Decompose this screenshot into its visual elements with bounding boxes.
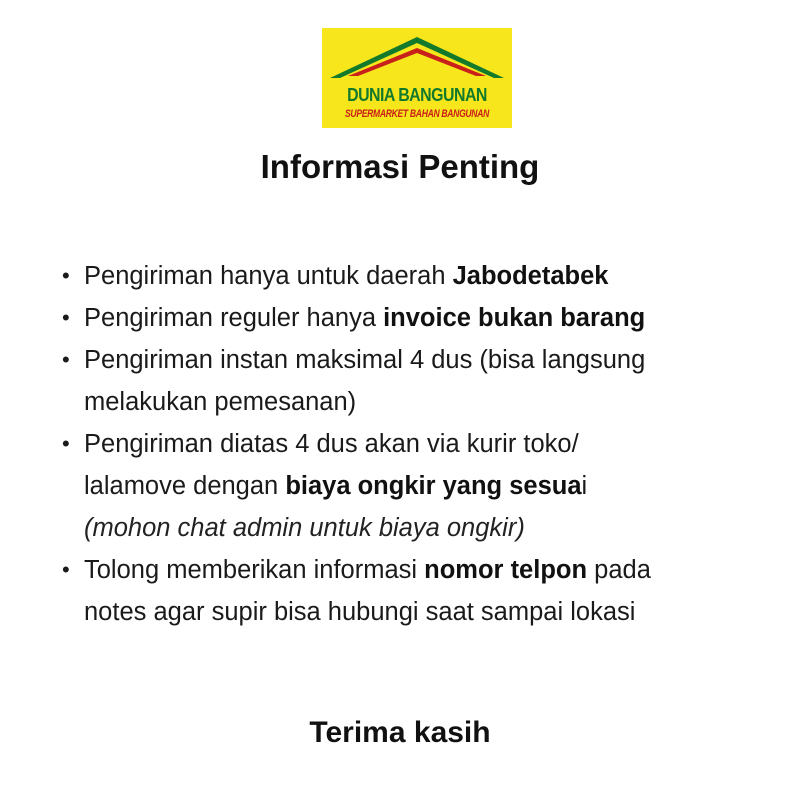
closing-text: Terima kasih — [309, 716, 491, 749]
item-line: melakukan pemesanan) — [84, 388, 357, 416]
item-line: lalamove dengan biaya ongkir yang sesuai — [84, 472, 588, 500]
logo-name: DUNIA BANGUNAN — [347, 84, 487, 105]
list-item — [60, 297, 760, 339]
logo-tagline: SUPERMARKET BAHAN BANGUNAN — [345, 108, 489, 120]
list-item — [60, 423, 760, 549]
bullet-icon: • — [62, 431, 70, 456]
item-line: Tolong memberikan informasi nomor telpon pada — [84, 556, 651, 584]
page-title: Informasi Penting — [260, 148, 540, 185]
bullet-icon: • — [62, 557, 70, 582]
emphasis-text: invoice bukan barang — [383, 304, 646, 332]
item-line: Pengiriman instan maksimal 4 dus (bisa langsung — [84, 346, 646, 374]
list-item — [60, 339, 760, 423]
store-logo — [322, 28, 512, 128]
emphasis-text: Jabodetabek — [452, 262, 609, 290]
list-item — [60, 549, 760, 633]
list-item — [60, 255, 760, 297]
item-note: (mohon chat admin untuk biaya ongkir) — [84, 514, 525, 542]
bullet-icon: • — [62, 305, 70, 330]
emphasis-text: biaya ongkir yang sesua — [285, 472, 582, 500]
bullet-icon: • — [62, 347, 70, 372]
item-line: notes agar supir bisa hubungi saat sampai lokasi — [84, 598, 636, 626]
emphasis-text: nomor telpon — [424, 556, 588, 584]
item-line: Pengiriman hanya untuk daerah Jabodetabek — [84, 262, 609, 290]
item-line: Pengiriman diatas 4 dus akan via kurir toko/ — [84, 430, 579, 458]
item-line: Pengiriman reguler hanya invoice bukan barang — [84, 304, 646, 332]
roof-icon — [322, 28, 512, 88]
info-list — [60, 255, 760, 633]
bullet-icon: • — [62, 263, 70, 288]
